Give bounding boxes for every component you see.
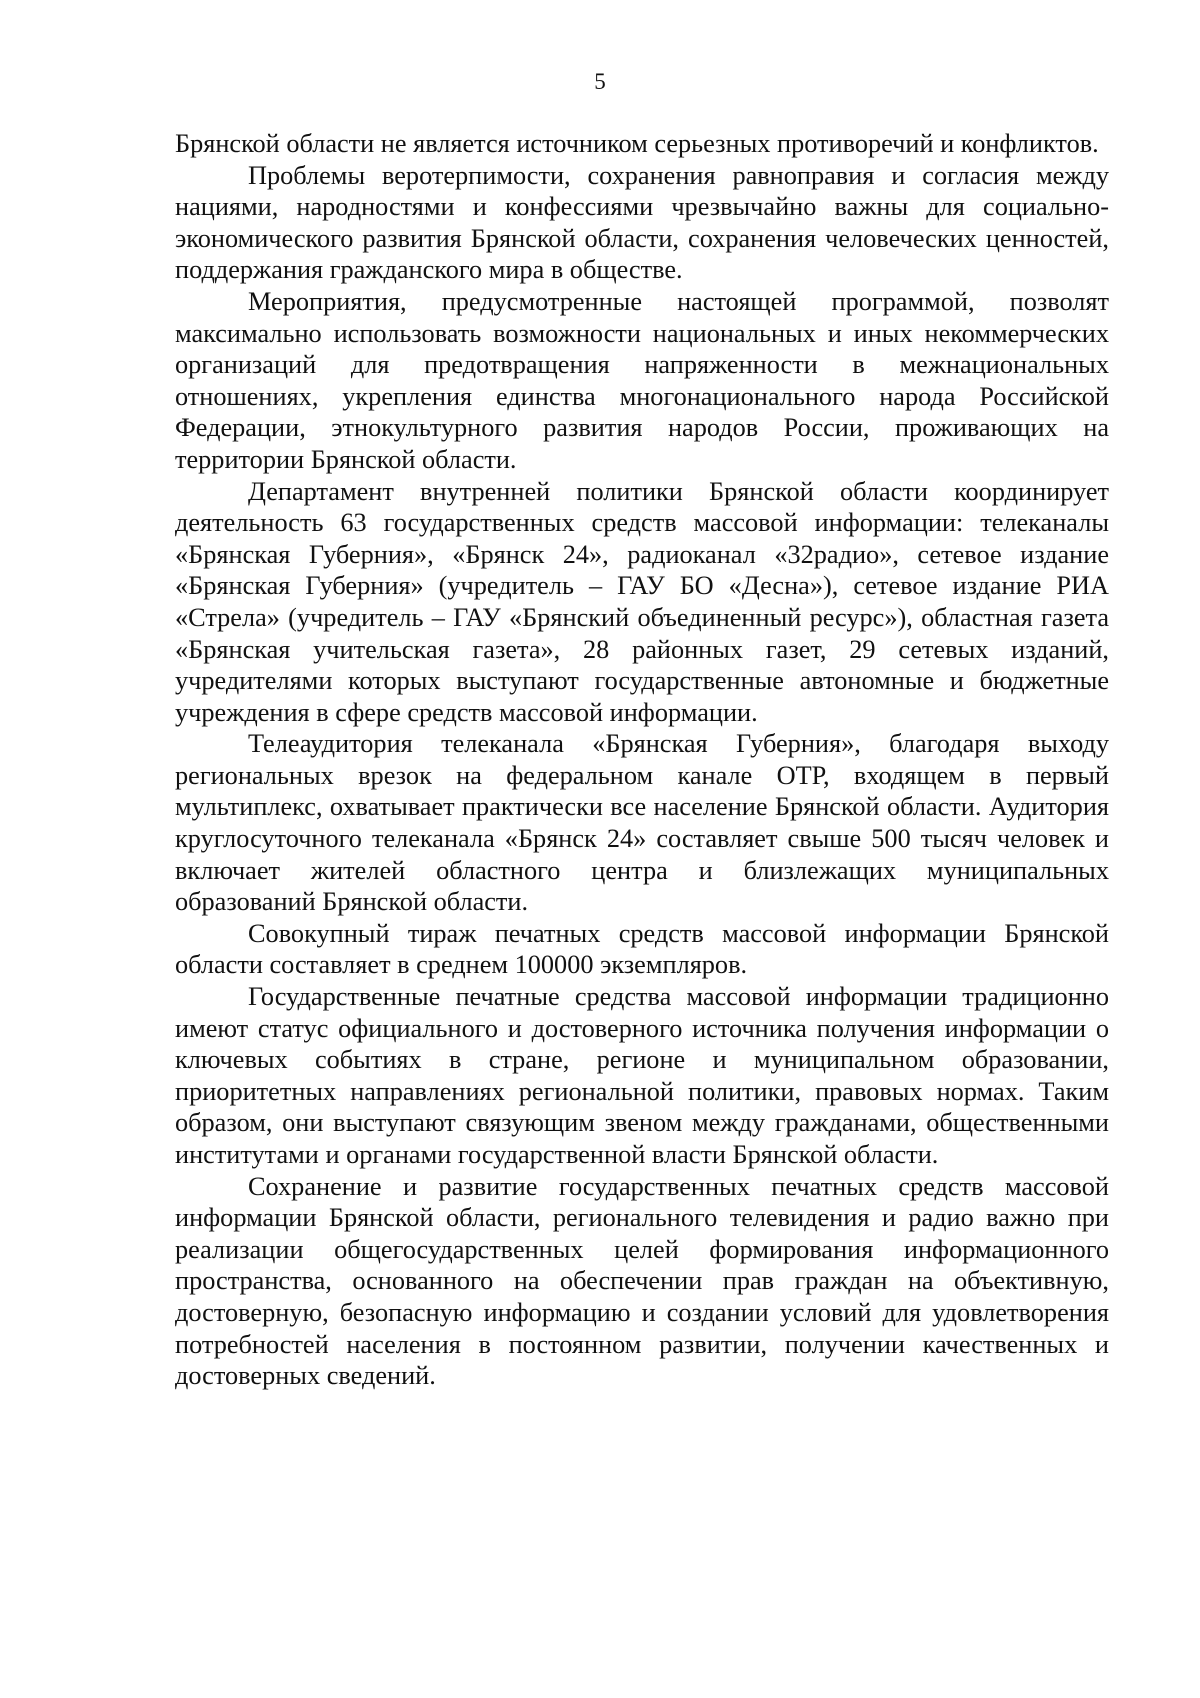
paragraph-tv-audience: Телеаудитория телеканала «Брянская Губерния», благодаря выходу региональных врезок на федеральном канале ОТР, входящем в первый мультиплекс, охватывает практически все население Брянской области. Аудитория круглосуточного телеканала «Брянск 24» составляет свыше 500 тысяч человек и включает жителей областного центра и близлежащих муниципальных образований Брянской области.	[175, 729, 1109, 917]
paragraph-media-development: Сохранение и развитие государственных печатных средств массовой информации Брянской области, регионального телевидения и радио важно при реализации общегосударственных целей формирования информационного пространства, основанного на обеспечении прав граждан на объективную, достоверную, безопасную информацию и создании условий для удовлетворения потребностей населения в постоянном развитии, получении качественных и достоверных сведений.	[175, 1171, 1109, 1391]
document-body	[175, 128, 1109, 1392]
paragraph-tolerance: Проблемы веротерпимости, сохранения равноправия и согласия между нациями, народностями и конфессиями чрезвычайно важны для социально-экономического развития Брянской области, сохранения человеческих ценностей, поддержания гражданского мира в обществе.	[175, 160, 1109, 285]
paragraph-program-measures: Мероприятия, предусмотренные настоящей программой, позволят максимально использовать возможности национальных и иных некоммерческих организаций для предотвращения напряженности в межнациональных отношениях, укрепления единства многонационального народа Российской Федерации, этнокультурного развития народов России, проживающих на территории Брянской области.	[175, 286, 1109, 474]
paragraph-print-circulation: Совокупный тираж печатных средств массовой информации Брянской области составляет в среднем 100000 экземпляров.	[175, 918, 1109, 980]
paragraph-continuation: Брянской области не является источником серьезных противоречий и конфликтов.	[175, 129, 1099, 158]
page-number: 5	[594, 69, 606, 94]
paragraph-state-print-media: Государственные печатные средства массовой информации традиционно имеют статус официального и достоверного источника получения информации о ключевых событиях в стране, регионе и муниципальном образовании, приоритетных направлениях региональной политики, правовых нормах. Таким образом, они выступают связующим звеном между гражданами, общественными институтами и органами государственной власти Брянской области.	[175, 982, 1109, 1169]
paragraph-media-department: Департамент внутренней политики Брянской области координирует деятельность 63 государственных средств массовой информации: телеканалы «Брянская Губерния», «Брянск 24», радиоканал «32радио», сетевое издание «Брянская Губерния» (учредитель – ГАУ БО «Десна»), сетевое издание РИА «Стрела» (учредитель – ГАУ «Брянский объединенный ресурс»), областная газета «Брянская учительская газета», 28 районных газет, 29 сетевых изданий, учредителями которых выступают государственные автономные и бюджетные учреждения в сфере средств массовой информации.	[175, 476, 1109, 727]
